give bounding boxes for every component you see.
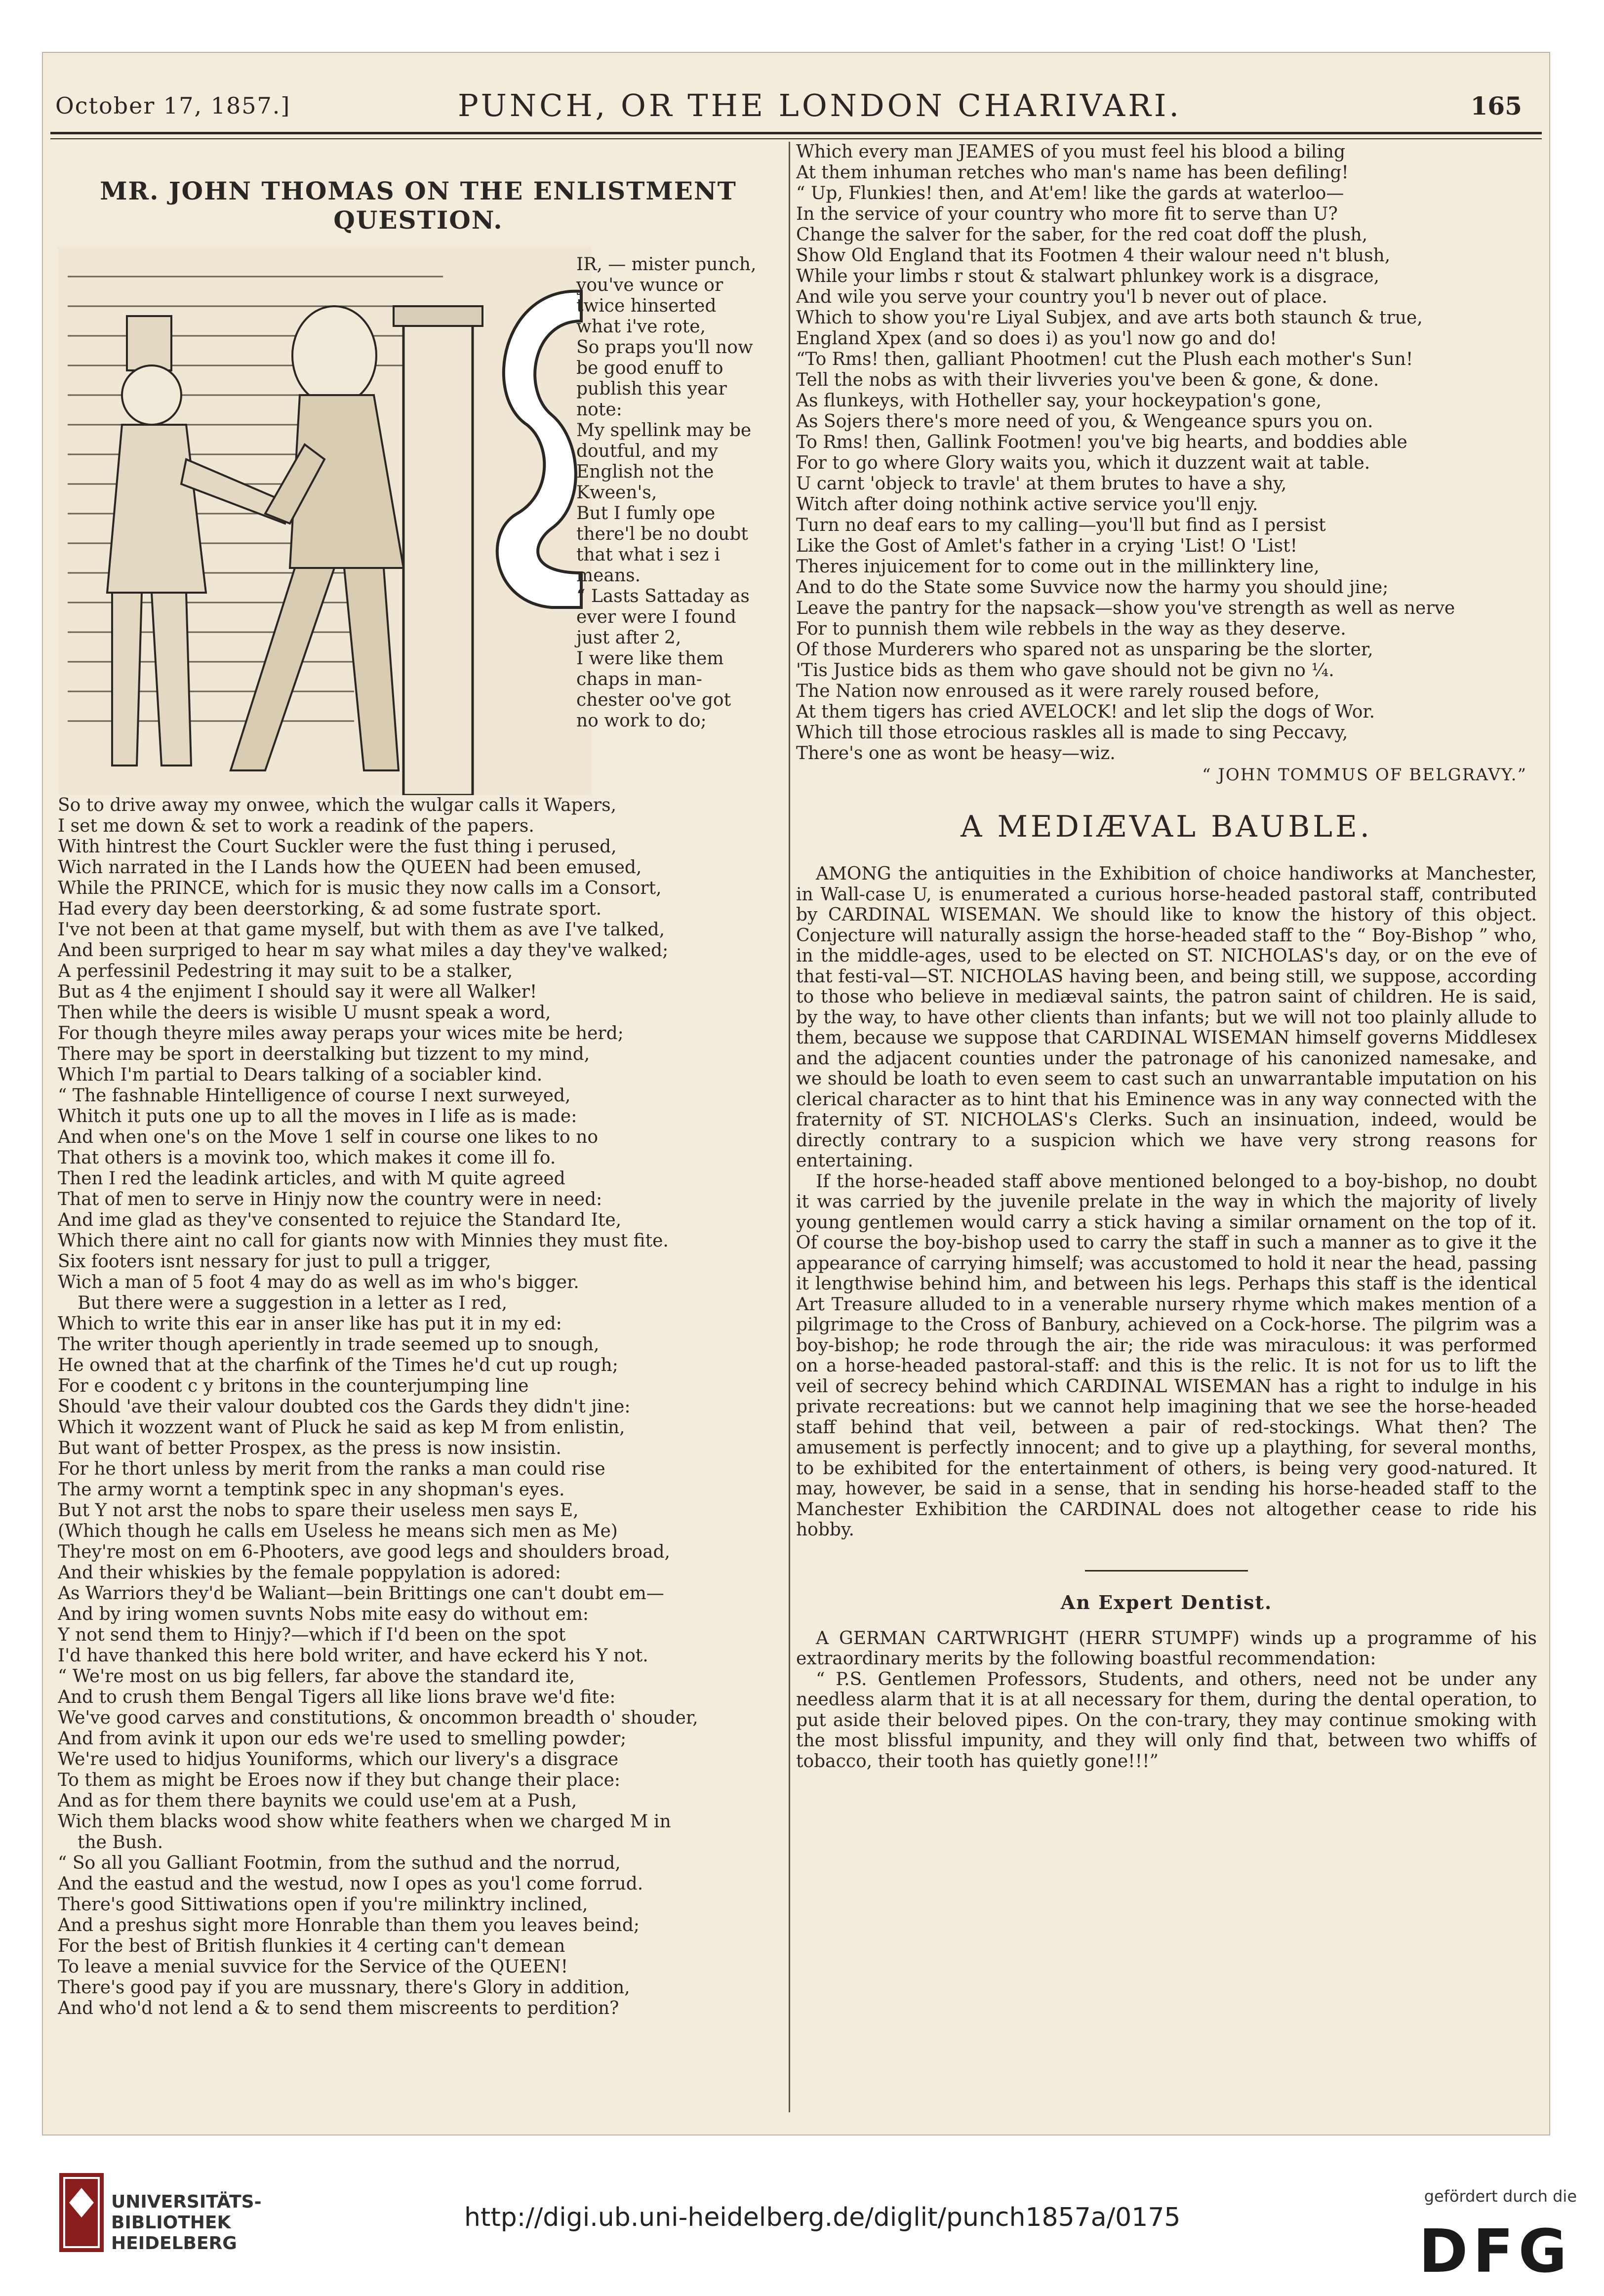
verse-line: But want of better Prospex, as the press is now insistin. — [58, 1438, 561, 1458]
verse-line: That of men to serve in Hinjy now the country were in need: — [58, 1189, 602, 1209]
verse-line: At them tigers has cried AVELOCK! and let slip the dogs of Wor. — [796, 702, 1375, 722]
paragraph: A GERMAN CARTWRIGHT (HERR STUMPF) winds up a programme of his extraordinary merits by the following boastful recommendation: — [796, 1628, 1537, 1669]
verse-line: publish this year — [576, 379, 727, 399]
publication-title: PUNCH, OR THE LONDON CHARIVARI. — [458, 87, 1182, 123]
institution-line: BIBLIOTHEK — [111, 2213, 231, 2233]
verse-line: there'l be no doubt — [576, 524, 748, 544]
verse-line: As Sojers there's more need of you, & Wengeance spurs you on. — [796, 411, 1373, 432]
verse-line: The Nation now enroused as it were rarely roused before, — [796, 681, 1320, 701]
verse-line: But I fumly ope — [576, 503, 716, 524]
verse-line: U carnt 'objeck to travle' at them brutes to have a shy, — [796, 474, 1287, 494]
verse-line: We're used to hidjus Youniforms, which our livery's a disgrace — [58, 1749, 619, 1770]
article-title-bauble: A MEDIÆVAL BAUBLE. — [961, 809, 1372, 844]
verse-line: So praps you'll now — [576, 337, 753, 358]
verse-line: My spellink may be — [576, 420, 752, 441]
verse-line: Y not send them to Hinjy?—which if I'd been on the spot — [58, 1625, 566, 1645]
verse-line: And a preshus sight more Honrable than them you leaves beind; — [58, 1915, 640, 1935]
verse-line: While the PRINCE, which for is music they now calls im a Consort, — [58, 878, 662, 898]
paragraph: If the horse-headed staff above mentioned belonged to a boy-bishop, no doubt it was carried by the juvenile prelate in the way in which the majority of lively young gentlemen would carry a stick having a similar ornament on the top of it. Of course the boy-bishop used to carry the staff in such a manner as to give it the appearance of carrying himself; was accustomed to hold it near the head, passing it lengthwise behind him, and between his legs. Perhaps this staff is the identical Art Treasure alluded to in a venerable nursery rhyme which makes mention of a pilgrimage to the Cross of Banbury, achieved on a Cock-horse. The pilgrim was a boy-bishop; he rode through the air; the ride was miraculous: it was performed on a horse-headed pastoral-staff: and this is the relic. It is not for us to lift the veil of secrecy behind which CARDINAL WISEMAN has a right to indulge in his private recreations: but we cannot help imagining that we see the horse-headed staff behind that veil, between a pair of red-stockings. What then? The amusement is perfectly innocent; and to give up a plaything, for several months, to be exhibited for the entertainment of others, is being very good-natured. It may, however, be said in a sense, that in sending his horse-headed staff to the Manchester Exhibition the CARDINAL does not altogether cease to ride his hobby. — [796, 1171, 1537, 1540]
verse-line: And as for them there baynits we could use'em at a Push, — [58, 1791, 577, 1811]
verse-line: They're most on em 6-Phooters, ave good legs and shoulders broad, — [58, 1542, 670, 1562]
verse-line: Wich them blacks wood show white feathers when we charged M in — [58, 1812, 671, 1832]
verse-line: “ So all you Galliant Footmin, from the suthud and the norrud, — [58, 1853, 621, 1873]
verse-line: For to go where Glory waits you, which it duzzent wait at table. — [796, 453, 1370, 473]
verse-line: Show Old England that its Footmen 4 their walour need n't blush, — [796, 245, 1391, 266]
article-signature: “ JOHN TOMMUS OF BELGRAVY.” — [1202, 765, 1527, 785]
verse-line: Which I'm partial to Dears talking of a sociabler kind. — [58, 1065, 543, 1085]
verse-line: Six footers isnt nessary for just to pull a trigger, — [58, 1251, 491, 1272]
verse-line: doutful, and my — [576, 441, 718, 461]
verse-line: That others is a movink too, which makes it come ill fo. — [58, 1148, 556, 1168]
page-header — [43, 87, 1549, 132]
verse-line: Then I red the leadink articles, and with M quite agreed — [58, 1168, 565, 1189]
paragraph: AMONG the antiquities in the Exhibition of choice handiworks at Manchester, in Wall-case U, is enumerated a curious horse-headed pastoral staff, contributed by CARDINAL WISEMAN. We should like to know the history of this object. Conjecture will naturally assign the horse-headed staff to the “ Boy-Bishop ” who, in the middle-ages, used to be elected on ST. NICHOLAS's day, or on the eve of that festi-val—ST. NICHOLAS having been, and being still, we suppose, according to those who believe in mediæval saints, the patron saint of children. He is said, by the way, to have other clients than infants; but we will not too plainly allude to them, because we suppose that CARDINAL WISEMAN himself governs Middlesex and the adjacent counties under the patronage of his canonized namesake, and we should be loath to even seem to cast such an unwarrantable imputation on his clerical character as to hint that his Eminence was in any way connected with the fraternity of ST. NICHOLAS's Clerks. Such an insinuation, indeed, would be directly contrary to a suspicion which we have very strong reasons for entertaining. — [796, 864, 1537, 1171]
verse-line: Wich narrated in the I Lands how the QUEEN had been emused, — [58, 857, 642, 878]
verse-line: Which it wozzent want of Pluck he said as kep M from enlistin, — [58, 1417, 625, 1438]
section-divider — [1085, 1570, 1248, 1571]
verse-line: I were like them — [576, 648, 724, 669]
verse-line: Which to write this ear in anser like has put it in my ed: — [58, 1314, 562, 1334]
verse-line: And to do the State some Suvvice now the harmy you should jine; — [796, 577, 1389, 598]
sponsor-text: gefördert durch die — [1424, 2187, 1577, 2206]
verse-line: Whitch it puts one up to all the moves in I life as is made: — [58, 1106, 577, 1127]
page-number: 165 — [1470, 91, 1522, 121]
verse-line: And wile you serve your country you'l b never out of place. — [796, 287, 1327, 307]
verse-line: twice hinserted — [576, 296, 717, 316]
verse-line: Had every day been deerstorking, & ad some fustrate sport. — [58, 899, 602, 919]
verse-line: Which there aint no call for giants now with Minnies they must fite. — [58, 1231, 669, 1251]
verse-line: Which till those etrocious raskles all is made to sing Peccavy, — [796, 723, 1348, 743]
dfg-logo: DFG — [1418, 2217, 1572, 2286]
verse-line: While your limbs r stout & stalwart phlunkey work is a disgrace, — [796, 266, 1380, 286]
verse-line: For to punnish them wile rebbels in the way as they deserve. — [796, 619, 1346, 639]
verse-line: But Y not arst the nobs to spare their useless men says E, — [58, 1500, 579, 1521]
verse-line: And ime glad as they've consented to rejuice the Standard Ite, — [58, 1210, 622, 1230]
issue-date: October 17, 1857.] — [55, 92, 291, 119]
verse-line: Of those Murderers who spared not as unsparing be the slorter, — [796, 640, 1373, 660]
verse-line: Kween's, — [576, 483, 657, 503]
verse-line: chester oo've got — [576, 690, 731, 710]
verse-line: Which to show you're Liyal Subjex, and ave arts both staunch & true, — [796, 308, 1423, 328]
verse-line: I've not been at that game myself, but with them as ave I've talked, — [58, 920, 665, 940]
verse-line: Leave the pantry for the napsack—show you've strength as well as nerve — [796, 598, 1455, 618]
newspaper-page — [42, 52, 1550, 2135]
verse-line: As flunkeys, with Hotheller say, your hockeypation's gone, — [796, 391, 1322, 411]
column-divider — [789, 142, 790, 2112]
verse-line: “ We're most on us big fellers, far above the standard ite, — [58, 1666, 575, 1687]
verse-line: And been surpriged to hear m say what miles a day they've walked; — [58, 940, 669, 961]
intro-verse-lines — [576, 254, 779, 731]
verse-line: “ The fashnable Hintelligence of course I next surweyed, — [58, 1086, 571, 1106]
verse-line: 'Tis Justice bids as them who gave should not be givn no ¼. — [796, 660, 1334, 681]
verse-line: For though theyre miles away peraps your wices mite be herd; — [58, 1023, 624, 1044]
verse-line: you've wunce or — [576, 275, 723, 295]
verse-line: For the best of British flunkies it 4 certing can't demean — [58, 1936, 565, 1956]
verse-line: And when one's on the Move 1 self in course one likes to no — [58, 1127, 599, 1147]
verse-line: note: — [576, 400, 622, 420]
verse-line: “ Lasts Sattaday as — [576, 586, 750, 606]
verse-line: And who'd not lend a & to send them miscreents to perdition? — [58, 1998, 619, 2018]
verse-line: England Xpex (and so does i) as you'l now go and do! — [796, 328, 1277, 349]
verse-line: There may be sport in deerstalking but tizzent to my mind, — [58, 1044, 590, 1064]
verse-line: To them as might be Eroes now if they but change their place: — [58, 1770, 621, 1790]
verse-line: At them inhuman retches who man's name has been defiling! — [796, 162, 1349, 183]
verse-line: Theres injuicement for to come out in the millinktery line, — [796, 557, 1320, 577]
institution-line: UNIVERSITÄTS- — [111, 2192, 262, 2212]
institution-name — [111, 2192, 262, 2254]
header-rule — [50, 132, 1542, 139]
verse-body-right — [796, 142, 1537, 764]
verse-line: There's good Sittiwations open if you're milinktry inclined, — [58, 1894, 588, 1915]
verse-line: There's good pay if you are mussnary, there's Glory in addition, — [58, 1977, 630, 1998]
verse-line: But as 4 the enjiment I should say it were all Walker! — [58, 982, 537, 1002]
verse-line: English not the — [576, 462, 714, 482]
verse-line: “ Up, Flunkies! then, and At'em! like the gards at waterloo— — [796, 183, 1344, 203]
verse-line: And the eastud and the westud, now I opes as you'l come forrud. — [58, 1874, 643, 1894]
verse-line: Should 'ave their valour doubted cos the Gards they didn't jine: — [58, 1397, 631, 1417]
verse-line: But there were a suggestion in a letter as I red, — [78, 1293, 508, 1313]
verse-line: Turn no deaf ears to my calling—you'll but find as I persist — [796, 515, 1326, 535]
engraving-illustration — [58, 247, 591, 795]
paragraph: “ P.S. Gentlemen Professors, Students, and others, need not be under any needless alarm that it is at all necessary for them, during the dental operation, to put aside their beloved pipes. On the con-trary, they may continue smoking with the most blissful impunity, and they will only find that, between two whiffs of tobacco, their tooth has quietly gone!!!” — [796, 1669, 1537, 1772]
article-title-dentist: An Expert Dentist. — [1060, 1591, 1273, 1613]
verse-line: With hintrest the Court Suckler were the fust thing i perused, — [58, 837, 617, 857]
verse-line: And to crush them Bengal Tigers all like lions brave we'd fite: — [58, 1687, 616, 1707]
verse-line: the Bush. — [78, 1832, 163, 1853]
verse-line: And their whiskies by the female poppylation is adored: — [58, 1563, 561, 1583]
verse-line: The army wornt a temptink spec in any shopman's eyes. — [58, 1480, 565, 1500]
verse-line: means. — [576, 565, 641, 586]
verse-line: I set me down & set to work a readink of the papers. — [58, 816, 534, 836]
verse-line: just after 2, — [576, 628, 682, 648]
verse-line: Tell the nobs as with their livveries you've been & gone, & done. — [796, 370, 1379, 390]
verse-line: chaps in man- — [576, 669, 702, 689]
verse-line: I'd have thanked this here bold writer, and have eckerd his Y not. — [58, 1646, 648, 1666]
verse-line: ever were I found — [576, 607, 736, 627]
verse-line: be good enuff to — [576, 358, 723, 378]
verse-line: Which every man JEAMES of you must feel his blood a biling — [796, 142, 1346, 162]
verse-line: We've good carves and constitutions, & oncommon breadth o' shouder, — [58, 1708, 698, 1728]
verse-line: no work to do; — [576, 711, 707, 731]
right-column — [796, 142, 1537, 2112]
verse-line: For e coodent c y britons in the counterjumping line — [58, 1376, 529, 1396]
source-url-link[interactable]: http://digi.ub.uni-heidelberg.de/diglit/punch1857a/0175 — [464, 2203, 1181, 2232]
verse-body-left — [58, 795, 779, 2019]
verse-line: A perfessinil Pedestring it may suit to be a stalker, — [58, 961, 513, 981]
verse-line: IR, — mister punch, — [576, 254, 757, 275]
verse-line: Change the salver for the saber, for the red coat doff the plush, — [796, 225, 1368, 245]
verse-line: that what i sez i — [576, 545, 721, 565]
verse-line: And from avink it upon our eds we're used to smelling powder; — [58, 1729, 627, 1749]
verse-line: And by iring women suvnts Nobs mite easy do without em: — [58, 1604, 589, 1624]
verse-line: what i've rote, — [576, 317, 706, 337]
verse-line: He owned that at the charfink of the Times he'd cut up rough; — [58, 1355, 618, 1375]
verse-line: To leave a menial suvvice for the Service of the QUEEN! — [58, 1957, 568, 1977]
verse-line: So to drive away my onwee, which the wulgar calls it Wapers, — [58, 795, 617, 815]
digitization-footer — [0, 2153, 1604, 2296]
illustration-block — [58, 247, 779, 795]
verse-line: The writer though aperiently in trade seemed up to snough, — [58, 1334, 600, 1355]
verse-line: To Rms! then, Gallink Footmen! you've big hearts, and boddies able — [796, 432, 1407, 452]
article-title-enlistment: MR. JOHN THOMAS ON THE ENLISTMENT QUESTION. — [100, 176, 737, 235]
institution-line: HEIDELBERG — [111, 2233, 237, 2254]
verse-line: In the service of your country who more fit to serve than U? — [796, 204, 1338, 224]
verse-line: Wich a man of 5 foot 4 may do as well as im who's bigger. — [58, 1272, 579, 1292]
university-seal-icon — [59, 2173, 104, 2252]
verse-line: Like the Gost of Amlet's father in a crying 'List! O 'List! — [796, 536, 1298, 556]
verse-line: For he thort unless by merit from the ranks a man could rise — [58, 1459, 605, 1479]
verse-line: “To Rms! then, galliant Phootmen! cut the Plush each mother's Sun! — [796, 349, 1413, 369]
verse-line: As Warriors they'd be Waliant—bein Brittings one can't doubt em— — [58, 1583, 664, 1604]
verse-line: (Which though he calls em Useless he means sich men as Me) — [58, 1521, 618, 1541]
left-column — [58, 142, 779, 2112]
verse-line: Then while the deers is wisible U musnt speak a word, — [58, 1003, 551, 1023]
verse-line: There's one as wont be heasy—wiz. — [796, 743, 1116, 764]
verse-line: Witch after doing nothink active service you'll enjy. — [796, 494, 1258, 515]
